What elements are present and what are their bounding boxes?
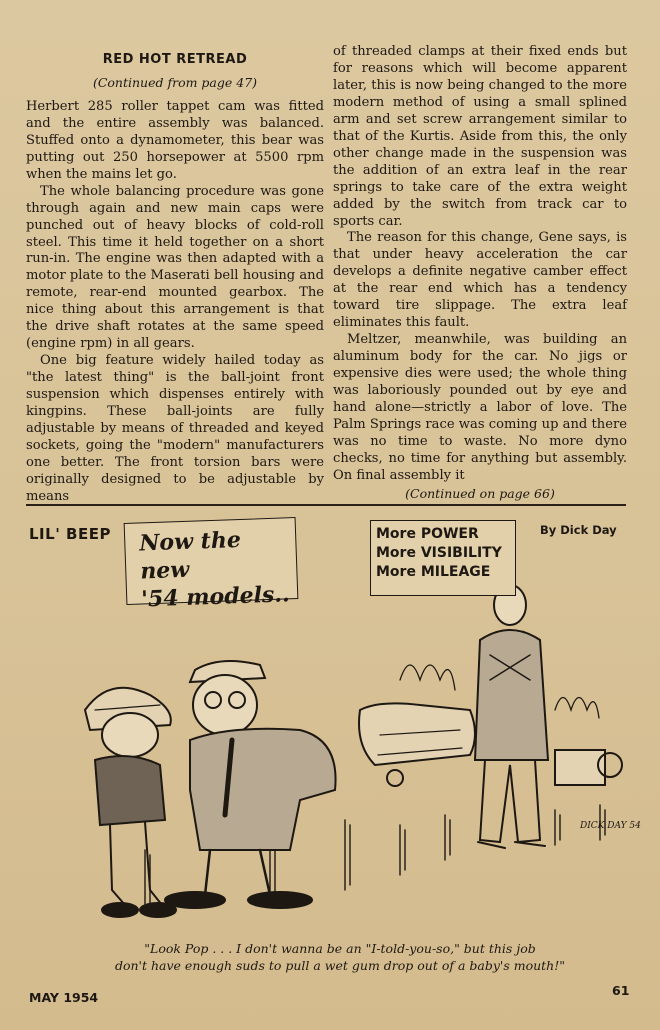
page-number: 61: [612, 983, 630, 998]
article-paragraph: The whole balancing procedure was gone through again and new main caps were punched out of heavy blocks of cold-roll steel. This time it held together on a short run-in. The engine was then adapted with a motor plate to the Maserati bell housing and remote, rear-end mounted gearbox. The nice thing about this arrangement is that the drive shaft rotates at the same speed (engine rpm) in all gears.: [26, 183, 324, 352]
cartoon-byline: By Dick Day: [540, 523, 617, 537]
article-column-right: [333, 44, 627, 503]
section-divider: [26, 504, 626, 506]
cartoon-title: LIL' BEEP: [29, 525, 111, 543]
article-headline: RED HOT RETREAD: [102, 52, 248, 67]
continued-on-note: (Continued on page 66): [405, 485, 555, 501]
article-paragraph: One big feature widely hailed today as "the latest thing" is the ball-joint front suspension which dispenses entirely with kingpins. These ball-joints are fully adjustable by means of threaded and keyed sockets, going the "modern" manufacturers one better. The front torsion bars were originally designed to be adjustable by means: [26, 353, 324, 504]
continued-from-note: (Continued from page 47): [92, 74, 258, 90]
article-paragraph: The reason for this change, Gene says, is that under heavy acceleration the car develops a definite negative camber effect at the rear end which has a tendency toward tire slippage. The extra leaf eliminates this fault.: [333, 230, 627, 331]
article-paragraph: of threaded clamps at their fixed ends but for reasons which will become apparent later, this is now being changed to the more modern method of using a small splined arm and set screw arrangement similar to that of the Kurtis. Aside from this, the only other change made in the suspension was the addition of an extra leaf in the rear springs to take care of the extra weight added by the switch from track car to sports car.: [333, 44, 627, 229]
sign-line: More POWER: [376, 526, 479, 542]
caption-line: "Look Pop . . . I don't wanna be an "I-told-you-so," but this job: [144, 941, 536, 956]
cartoon-illustration: [0, 560, 660, 940]
article-paragraph: Herbert 285 roller tappet cam was fitted and the entire assembly was balanced. Stuffed onto a dynamometer, this bear was putting out 250 horsepower at 5500 rpm when the mains let go.: [26, 98, 324, 182]
sign-line: Now the new: [138, 526, 242, 585]
sign-line: More MILEAGE: [376, 564, 491, 580]
article-paragraph: Meltzer, meanwhile, was building an aluminum body for the car. No jigs or expensive dies were used; the whole thing was laboriously pounded out by eye and hand alone—strictly a labor of love. The Palm Springs race was coming up and there was no time to waste. No more dyno checks, no time for anything but assembly. On final assembly it: [333, 332, 627, 483]
features-sign: [370, 520, 516, 596]
cartoon-caption: [80, 940, 600, 974]
sign-line: '54 models..: [140, 581, 291, 613]
article-column-left: [26, 44, 324, 506]
cartoon-signature: DICK DAY 54: [580, 821, 641, 831]
caption-line: don't have enough suds to pull a wet gum drop out of a baby's mouth!": [114, 958, 565, 973]
new-models-sign: [124, 517, 299, 613]
issue-date: MAY 1954: [29, 990, 99, 1005]
sign-line: More VISIBILITY: [376, 545, 502, 561]
